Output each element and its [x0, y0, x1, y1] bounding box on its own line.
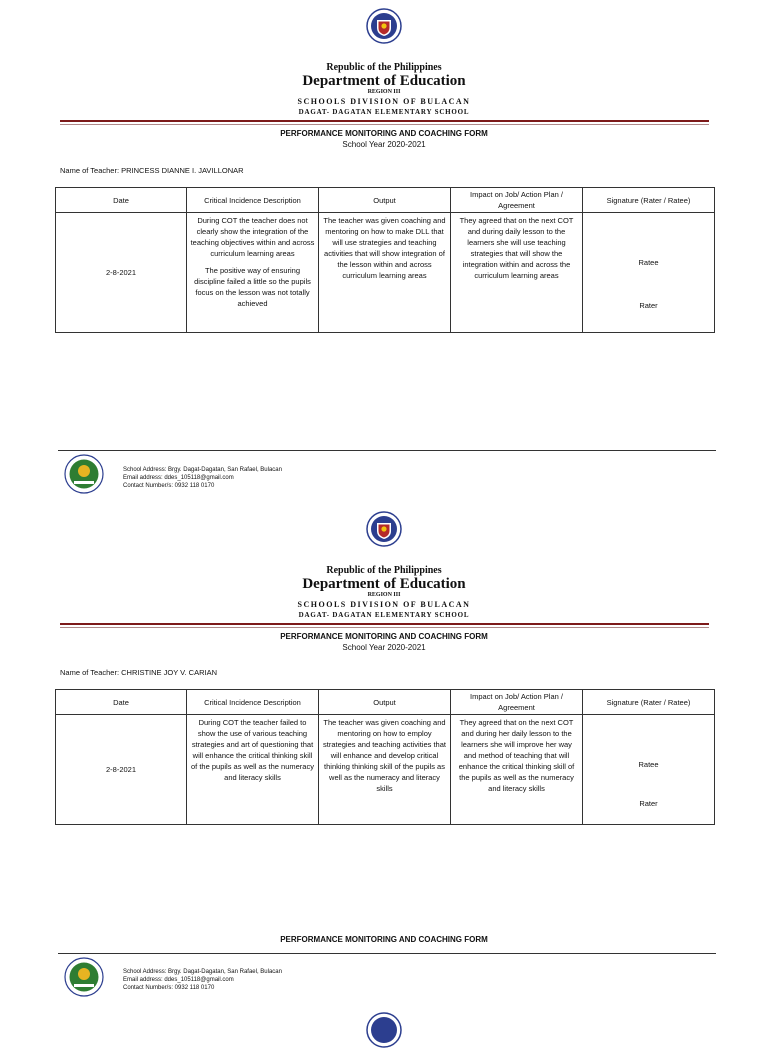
header-rule [60, 124, 709, 125]
header-rule [60, 623, 709, 625]
rater-label: Rater [639, 301, 658, 310]
table-header-row [56, 690, 715, 715]
date-cell: 2-8-2021 [56, 715, 187, 825]
header-region: REGION III [367, 89, 401, 95]
column-header: Impact on Job/ Action Plan / Agreement [451, 188, 583, 213]
header-school: DAGAT- DAGATAN ELEMENTARY SCHOOL [298, 108, 470, 116]
output-cell: The teacher was given coaching and mentoring on how to employ strategies and teaching activities that will enhance and develop critical thinking thinking skill of the pupils as well as the numeracy and literacy skills [319, 715, 451, 825]
header-division: SCHOOLS DIVISION OF BULACAN [297, 97, 471, 106]
column-header: Output [319, 188, 451, 213]
ratee-label: Ratee [638, 760, 659, 769]
footer-contact-number: Contact Number/s: 0932 118 0170 [123, 985, 215, 991]
footer-contact [123, 466, 282, 490]
column-header: Signature (Rater / Ratee) [583, 188, 715, 213]
rater-label: Rater [639, 799, 658, 808]
header-department: Department of Education [302, 73, 466, 89]
teacher-name: Name of Teacher: PRINCESS DIANNE I. JAVILLONAR [60, 166, 244, 175]
impact-cell: They agreed that on the next COT and during her daily lesson to the learners she will improve her way and method of teaching that will enhance the critical thinking skill of the pupils as well as the numeracy and literacy skills [451, 715, 583, 825]
column-header: Critical Incidence Description [187, 188, 319, 213]
footer-email: Email address: ddes_105118@gmail.com [123, 475, 234, 481]
coaching-table [55, 689, 715, 825]
form-title: PERFORMANCE MONITORING AND COACHING FORM [280, 129, 488, 138]
school-year: School Year 2020-2021 [342, 140, 426, 149]
header-division: SCHOOLS DIVISION OF BULACAN [297, 600, 471, 609]
column-header: Impact on Job/ Action Plan / Agreement [451, 690, 583, 715]
impact-cell: They agreed that on the next COT and during daily lesson to the learners she will use teaching strategies that will show the integration within and across the curriculum learning areas [451, 213, 583, 333]
deped-seal-icon [366, 511, 402, 547]
output-cell: The teacher was given coaching and mentoring on how to make DLL that will use strategies and teaching activities that will show integration of the lesson within and across curriculum learning areas [319, 213, 451, 333]
signature-cell [583, 213, 715, 333]
deped-seal-icon [366, 8, 402, 44]
form-title: PERFORMANCE MONITORING AND COACHING FORM [280, 935, 488, 944]
header-rule [60, 120, 709, 122]
column-header: Output [319, 690, 451, 715]
header-rule [60, 627, 709, 628]
critical-incidence-text: The positive way of ensuring discipline failed a little so the pupils focus on the lesson was not totally achieved [194, 266, 311, 308]
coaching-table [55, 187, 715, 333]
table-row [56, 213, 715, 333]
column-header: Date [56, 188, 187, 213]
deped-seal-icon [366, 1012, 402, 1048]
date-cell: 2-8-2021 [56, 213, 187, 333]
header-region: REGION III [367, 592, 401, 598]
header-department: Department of Education [302, 576, 466, 592]
header-republic: Republic of the Philippines [326, 565, 442, 576]
column-header: Date [56, 690, 187, 715]
ratee-label: Ratee [638, 258, 659, 267]
form-title: PERFORMANCE MONITORING AND COACHING FORM [280, 632, 488, 641]
school-logo-icon [64, 957, 104, 997]
footer-rule [58, 450, 716, 451]
critical-incidence-cell [187, 715, 319, 825]
table-row [56, 715, 715, 825]
footer-contact [123, 968, 282, 992]
signature-cell [583, 715, 715, 825]
critical-incidence-text: During COT the teacher does not clearly show the integration of the teaching objectives within and across curriculum learning areas [190, 216, 315, 258]
footer-rule [58, 953, 716, 954]
critical-incidence-cell [187, 213, 319, 333]
footer-address: School Address: Brgy. Dagat-Dagatan, San Rafael, Bulacan [123, 969, 282, 975]
school-year: School Year 2020-2021 [342, 643, 426, 652]
footer-contact-number: Contact Number/s: 0932 118 0170 [123, 483, 215, 489]
footer-address: School Address: Brgy. Dagat-Dagatan, San Rafael, Bulacan [123, 467, 282, 473]
school-logo-icon [64, 454, 104, 494]
critical-incidence-text: During COT the teacher failed to show the use of various teaching strategies and art of questioning that will enhance the critical thinking skill of the pupils as well as the numeracy and literacy skills [191, 718, 314, 782]
column-header: Signature (Rater / Ratee) [583, 690, 715, 715]
header-republic: Republic of the Philippines [326, 62, 442, 73]
column-header: Critical Incidence Description [187, 690, 319, 715]
footer-email: Email address: ddes_105118@gmail.com [123, 977, 234, 983]
teacher-name: Name of Teacher: CHRISTINE JOY V. CARIAN [60, 668, 217, 677]
table-header-row [56, 188, 715, 213]
header-school: DAGAT- DAGATAN ELEMENTARY SCHOOL [298, 611, 470, 619]
